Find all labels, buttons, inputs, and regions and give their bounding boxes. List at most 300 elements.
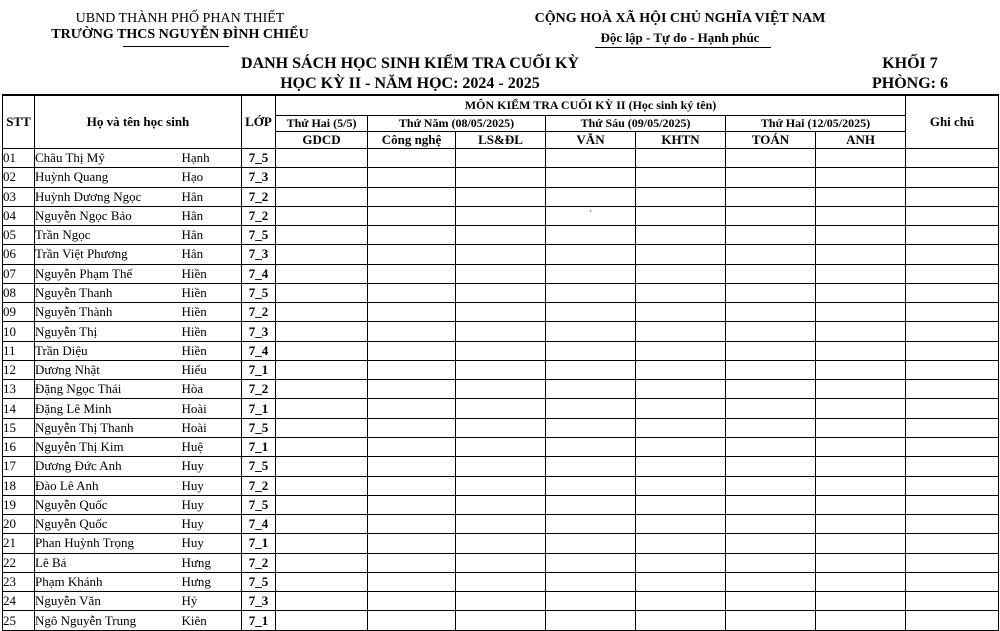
signature-cell[interactable]	[636, 437, 726, 456]
signature-cell[interactable]	[276, 437, 368, 456]
signature-cell[interactable]	[546, 206, 636, 225]
surname-cell: Huỳnh Dương Ngọc	[35, 187, 182, 206]
signature-cell[interactable]	[456, 380, 546, 399]
signature-cell[interactable]	[726, 457, 816, 476]
signature-cell[interactable]	[726, 418, 816, 437]
signature-cell[interactable]	[276, 187, 368, 206]
signature-cell[interactable]	[546, 418, 636, 437]
signature-cell[interactable]	[816, 572, 906, 591]
signature-cell[interactable]	[368, 515, 456, 534]
class-cell: 7_2	[242, 303, 276, 322]
signature-cell[interactable]	[276, 592, 368, 611]
signature-cell[interactable]	[816, 534, 906, 553]
day-header: Thứ Hai (5/5)	[276, 116, 368, 132]
signature-cell[interactable]	[636, 168, 726, 187]
signature-cell[interactable]	[368, 611, 456, 630]
signature-cell[interactable]	[546, 476, 636, 495]
note-cell[interactable]	[906, 611, 999, 630]
given-name-cell: Hân	[182, 206, 242, 225]
note-cell[interactable]	[906, 303, 999, 322]
stt-cell: 08	[3, 283, 35, 302]
signature-cell[interactable]	[456, 476, 546, 495]
signature-cell[interactable]	[456, 611, 546, 630]
stt-cell: 14	[3, 399, 35, 418]
class-cell: 7_1	[242, 399, 276, 418]
signature-cell[interactable]	[368, 553, 456, 572]
table-row	[3, 418, 999, 437]
stt-cell: 12	[3, 360, 35, 379]
subjects-title: MÔN KIỂM TRA CUỐI KỲ II (Học sinh ký tên)	[276, 95, 906, 116]
signature-cell[interactable]	[636, 418, 726, 437]
signature-cell[interactable]	[726, 572, 816, 591]
signature-cell[interactable]	[816, 360, 906, 379]
table-row	[3, 553, 999, 572]
given-name-cell: Kiên	[182, 611, 242, 630]
signature-cell[interactable]	[726, 303, 816, 322]
signature-cell[interactable]	[368, 283, 456, 302]
signature-cell[interactable]	[816, 553, 906, 572]
signature-cell[interactable]	[276, 418, 368, 437]
signature-cell[interactable]	[726, 245, 816, 264]
signature-cell[interactable]	[816, 149, 906, 168]
student-exam-table	[2, 94, 999, 631]
note-cell[interactable]	[906, 418, 999, 437]
signature-cell[interactable]	[726, 399, 816, 418]
signature-cell[interactable]	[636, 553, 726, 572]
note-cell[interactable]	[906, 341, 999, 360]
signature-cell[interactable]	[456, 534, 546, 553]
given-name-cell: Hiền	[182, 303, 242, 322]
signature-cell[interactable]	[816, 264, 906, 283]
signature-cell[interactable]	[276, 264, 368, 283]
class-cell: 7_3	[242, 245, 276, 264]
signature-cell[interactable]	[816, 341, 906, 360]
class-cell: 7_2	[242, 187, 276, 206]
signature-cell[interactable]	[636, 611, 726, 630]
given-name-cell: Huy	[182, 476, 242, 495]
note-cell[interactable]	[906, 457, 999, 476]
stt-cell: 18	[3, 476, 35, 495]
signature-cell[interactable]	[546, 303, 636, 322]
signature-cell[interactable]	[456, 283, 546, 302]
given-name-cell: Huy	[182, 495, 242, 514]
table-row	[3, 399, 999, 418]
note-cell[interactable]	[906, 437, 999, 456]
signature-cell[interactable]	[368, 534, 456, 553]
class-cell: 7_1	[242, 437, 276, 456]
note-cell[interactable]	[906, 553, 999, 572]
class-cell: 7_4	[242, 515, 276, 534]
note-cell[interactable]	[906, 226, 999, 245]
day-header: Thứ Hai (12/05/2025)	[726, 116, 906, 132]
signature-cell[interactable]	[546, 360, 636, 379]
table-row	[3, 572, 999, 591]
note-cell[interactable]	[906, 495, 999, 514]
signature-cell[interactable]	[368, 226, 456, 245]
signature-cell[interactable]	[726, 226, 816, 245]
signature-cell[interactable]	[276, 341, 368, 360]
note-cell[interactable]	[906, 245, 999, 264]
signature-cell[interactable]	[546, 572, 636, 591]
stt-cell: 01	[3, 149, 35, 168]
signature-cell[interactable]	[816, 457, 906, 476]
signature-cell[interactable]	[636, 303, 726, 322]
signature-cell[interactable]	[368, 476, 456, 495]
signature-cell[interactable]	[546, 322, 636, 341]
signature-cell[interactable]	[276, 457, 368, 476]
signature-cell[interactable]	[456, 264, 546, 283]
signature-cell[interactable]	[368, 437, 456, 456]
signature-cell[interactable]	[726, 437, 816, 456]
surname-cell: Đặng Ngọc Thái	[35, 380, 182, 399]
signature-cell[interactable]	[276, 303, 368, 322]
subject-header: VĂN	[546, 132, 636, 149]
signature-cell[interactable]	[276, 226, 368, 245]
signature-cell[interactable]	[546, 437, 636, 456]
signature-cell[interactable]	[636, 399, 726, 418]
signature-cell[interactable]	[456, 360, 546, 379]
signature-cell[interactable]	[368, 322, 456, 341]
signature-cell[interactable]	[636, 341, 726, 360]
class-cell: 7_4	[242, 264, 276, 283]
student-rows	[3, 149, 999, 631]
note-cell[interactable]	[906, 380, 999, 399]
signature-cell[interactable]	[816, 437, 906, 456]
surname-cell: Phan Huỳnh Trọng	[35, 534, 182, 553]
signature-cell[interactable]	[726, 553, 816, 572]
subject-header: LS&ĐL	[456, 132, 546, 149]
table-row	[3, 495, 999, 514]
signature-cell[interactable]	[546, 149, 636, 168]
given-name-cell: Hạnh	[182, 149, 242, 168]
signature-cell[interactable]	[636, 534, 726, 553]
surname-cell: Trần Diệu	[35, 341, 182, 360]
note-cell[interactable]	[906, 534, 999, 553]
surname-cell: Trần Việt Phương	[35, 245, 182, 264]
signature-cell[interactable]	[546, 399, 636, 418]
signature-cell[interactable]	[636, 322, 726, 341]
signature-cell[interactable]	[456, 495, 546, 514]
signature-cell[interactable]	[368, 264, 456, 283]
signature-cell[interactable]	[636, 245, 726, 264]
table-row	[3, 303, 999, 322]
signature-cell[interactable]	[368, 495, 456, 514]
surname-cell: Lê Bá	[35, 553, 182, 572]
signature-cell[interactable]	[636, 515, 726, 534]
surname-cell: Dương Nhật	[35, 360, 182, 379]
signature-cell[interactable]	[546, 168, 636, 187]
signature-cell[interactable]	[276, 206, 368, 225]
signature-cell[interactable]	[816, 476, 906, 495]
col-note-header: Ghi chú	[906, 95, 999, 149]
note-cell[interactable]	[906, 515, 999, 534]
signature-cell[interactable]	[816, 168, 906, 187]
signature-cell[interactable]	[276, 611, 368, 630]
surname-cell: Nguyễn Quốc	[35, 515, 182, 534]
class-cell: 7_5	[242, 572, 276, 591]
given-name-cell: Hoài	[182, 418, 242, 437]
class-cell: 7_4	[242, 341, 276, 360]
signature-cell[interactable]	[636, 495, 726, 514]
signature-cell[interactable]	[368, 206, 456, 225]
table-row	[3, 245, 999, 264]
signature-cell[interactable]	[636, 457, 726, 476]
given-name-cell: Hòa	[182, 380, 242, 399]
surname-cell: Nguyễn Phạm Thế	[35, 264, 182, 283]
signature-cell[interactable]	[456, 206, 546, 225]
stt-cell: 06	[3, 245, 35, 264]
signature-cell[interactable]	[546, 245, 636, 264]
motto: Độc lập - Tự do - Hạnh phúc	[600, 30, 760, 45]
signature-cell[interactable]	[816, 399, 906, 418]
signature-cell[interactable]	[456, 457, 546, 476]
signature-cell[interactable]	[816, 226, 906, 245]
table-row	[3, 380, 999, 399]
signature-cell[interactable]	[726, 322, 816, 341]
signature-cell[interactable]	[546, 380, 636, 399]
signature-cell[interactable]	[816, 495, 906, 514]
signature-cell[interactable]	[368, 187, 456, 206]
room-label: PHÒNG: 6	[872, 75, 948, 92]
class-cell: 7_2	[242, 553, 276, 572]
class-cell: 7_5	[242, 457, 276, 476]
signature-cell[interactable]	[276, 495, 368, 514]
signature-cell[interactable]	[636, 572, 726, 591]
signature-cell[interactable]	[276, 553, 368, 572]
authority-name: UBND THÀNH PHỐ PHAN THIẾT	[75, 11, 285, 26]
signature-cell[interactable]	[276, 399, 368, 418]
signature-cell[interactable]	[546, 495, 636, 514]
note-cell[interactable]	[906, 322, 999, 341]
signature-cell[interactable]	[726, 341, 816, 360]
signature-cell[interactable]	[726, 149, 816, 168]
signature-cell[interactable]	[368, 457, 456, 476]
table-row	[3, 226, 999, 245]
signature-cell[interactable]	[276, 168, 368, 187]
doc-subtitle: HỌC KỲ II - NĂM HỌC: 2024 - 2025	[280, 75, 540, 92]
signature-cell[interactable]	[816, 418, 906, 437]
class-cell: 7_1	[242, 534, 276, 553]
day-header: Thứ Năm (08/05/2025)	[368, 116, 546, 132]
stt-cell: 22	[3, 553, 35, 572]
signature-cell[interactable]	[636, 592, 726, 611]
signature-cell[interactable]	[276, 515, 368, 534]
given-name-cell: Hiền	[182, 264, 242, 283]
signature-cell[interactable]	[368, 149, 456, 168]
surname-cell: Phạm Khánh	[35, 572, 182, 591]
surname-cell: Châu Thị Mỹ	[35, 149, 182, 168]
signature-cell[interactable]	[276, 476, 368, 495]
class-cell: 7_3	[242, 322, 276, 341]
signature-cell[interactable]	[276, 283, 368, 302]
signature-cell[interactable]	[276, 572, 368, 591]
signature-cell[interactable]	[816, 380, 906, 399]
given-name-cell: Hiền	[182, 341, 242, 360]
note-cell[interactable]	[906, 206, 999, 225]
signature-cell[interactable]	[816, 515, 906, 534]
school-name	[40, 27, 320, 43]
signature-cell[interactable]	[276, 149, 368, 168]
surname-cell: Huỳnh Quang	[35, 168, 182, 187]
signature-cell[interactable]	[726, 360, 816, 379]
signature-cell[interactable]	[368, 592, 456, 611]
signature-cell[interactable]	[456, 322, 546, 341]
signature-cell[interactable]	[276, 322, 368, 341]
note-cell[interactable]	[906, 360, 999, 379]
subject-header: KHTN	[636, 132, 726, 149]
table-row	[3, 515, 999, 534]
signature-cell[interactable]	[546, 283, 636, 302]
signature-cell[interactable]	[546, 457, 636, 476]
given-name-cell: Hiền	[182, 322, 242, 341]
note-cell[interactable]	[906, 283, 999, 302]
signature-cell[interactable]	[456, 399, 546, 418]
given-name-cell: Huy	[182, 515, 242, 534]
signature-cell[interactable]	[636, 187, 726, 206]
signature-cell[interactable]	[726, 611, 816, 630]
signature-cell[interactable]	[456, 592, 546, 611]
class-cell: 7_2	[242, 206, 276, 225]
signature-cell[interactable]	[816, 187, 906, 206]
table-row	[3, 264, 999, 283]
signature-cell[interactable]	[726, 592, 816, 611]
signature-cell[interactable]	[636, 283, 726, 302]
col-class-header: LỚP	[242, 95, 276, 149]
table-row	[3, 322, 999, 341]
signature-cell[interactable]	[816, 206, 906, 225]
signature-cell[interactable]	[726, 515, 816, 534]
stt-cell: 11	[3, 341, 35, 360]
note-cell[interactable]	[906, 264, 999, 283]
signature-cell[interactable]	[726, 476, 816, 495]
signature-cell[interactable]	[636, 264, 726, 283]
signature-cell[interactable]	[726, 283, 816, 302]
signature-cell[interactable]	[726, 264, 816, 283]
given-name-cell: Hạo	[182, 168, 242, 187]
given-name-cell: Hỷ	[182, 592, 242, 611]
given-name-cell: Hưng	[182, 553, 242, 572]
signature-cell[interactable]	[456, 437, 546, 456]
signature-cell[interactable]	[368, 360, 456, 379]
stt-cell: 04	[3, 206, 35, 225]
signature-cell[interactable]	[456, 226, 546, 245]
signature-cell[interactable]	[368, 399, 456, 418]
signature-cell[interactable]	[368, 341, 456, 360]
signature-cell[interactable]	[726, 187, 816, 206]
given-name-cell: Huy	[182, 534, 242, 553]
signature-cell[interactable]	[368, 168, 456, 187]
given-name-cell: Hiền	[182, 283, 242, 302]
note-cell[interactable]	[906, 187, 999, 206]
signature-cell[interactable]	[456, 303, 546, 322]
given-name-cell: Huệ	[182, 437, 242, 456]
signature-cell[interactable]	[726, 534, 816, 553]
signature-cell[interactable]	[636, 360, 726, 379]
signature-cell[interactable]	[456, 341, 546, 360]
signature-cell[interactable]	[546, 534, 636, 553]
signature-cell[interactable]	[368, 418, 456, 437]
grade-label: KHỐI 7	[882, 55, 938, 72]
signature-cell[interactable]	[546, 611, 636, 630]
stt-cell: 09	[3, 303, 35, 322]
signature-cell[interactable]	[456, 168, 546, 187]
signature-cell[interactable]	[546, 515, 636, 534]
subject-header: TOÁN	[726, 132, 816, 149]
table-row	[3, 283, 999, 302]
signature-cell[interactable]	[546, 341, 636, 360]
signature-cell[interactable]	[276, 380, 368, 399]
signature-cell[interactable]	[456, 149, 546, 168]
signature-cell[interactable]	[546, 226, 636, 245]
signature-cell[interactable]	[546, 264, 636, 283]
signature-cell[interactable]	[456, 187, 546, 206]
col-name-header: Họ và tên học sinh	[35, 95, 242, 149]
class-cell: 7_5	[242, 149, 276, 168]
table-row	[3, 534, 999, 553]
signature-cell[interactable]	[456, 245, 546, 264]
doc-title: DANH SÁCH HỌC SINH KIỂM TRA CUỐI KỲ	[241, 55, 579, 72]
signature-cell[interactable]	[368, 303, 456, 322]
signature-cell[interactable]	[636, 476, 726, 495]
table-row	[3, 206, 999, 225]
class-cell: 7_2	[242, 380, 276, 399]
note-cell[interactable]	[906, 572, 999, 591]
stt-cell: 21	[3, 534, 35, 553]
signature-cell[interactable]	[816, 611, 906, 630]
signature-cell[interactable]	[816, 283, 906, 302]
signature-cell[interactable]	[546, 553, 636, 572]
signature-cell[interactable]	[636, 226, 726, 245]
note-cell[interactable]	[906, 168, 999, 187]
signature-cell[interactable]	[726, 380, 816, 399]
motto-underline	[595, 47, 771, 48]
class-cell: 7_5	[242, 418, 276, 437]
signature-cell[interactable]	[456, 418, 546, 437]
signature-cell[interactable]	[636, 206, 726, 225]
note-cell[interactable]	[906, 476, 999, 495]
signature-cell[interactable]	[368, 572, 456, 591]
signature-cell[interactable]	[456, 515, 546, 534]
day-header: Thứ Sáu (09/05/2025)	[546, 116, 726, 132]
signature-cell[interactable]	[276, 534, 368, 553]
signature-cell[interactable]	[636, 380, 726, 399]
table-row	[3, 611, 999, 630]
signature-cell[interactable]	[276, 245, 368, 264]
signature-cell[interactable]	[636, 149, 726, 168]
signature-cell[interactable]	[816, 322, 906, 341]
signature-cell[interactable]	[368, 245, 456, 264]
note-cell[interactable]	[906, 592, 999, 611]
note-cell[interactable]	[906, 149, 999, 168]
signature-cell[interactable]	[456, 553, 546, 572]
signature-cell[interactable]	[726, 168, 816, 187]
signature-cell[interactable]	[816, 303, 906, 322]
surname-cell: Ngô Nguyễn Trung	[35, 611, 182, 630]
signature-cell[interactable]	[546, 592, 636, 611]
class-cell: 7_5	[242, 495, 276, 514]
signature-cell[interactable]	[546, 187, 636, 206]
signature-cell[interactable]	[816, 592, 906, 611]
signature-cell[interactable]	[456, 572, 546, 591]
signature-cell[interactable]	[276, 360, 368, 379]
table-row	[3, 457, 999, 476]
stt-cell: 13	[3, 380, 35, 399]
signature-cell[interactable]	[368, 380, 456, 399]
signature-cell[interactable]	[726, 206, 816, 225]
signature-cell[interactable]	[726, 495, 816, 514]
note-cell[interactable]	[906, 399, 999, 418]
signature-cell[interactable]	[816, 245, 906, 264]
